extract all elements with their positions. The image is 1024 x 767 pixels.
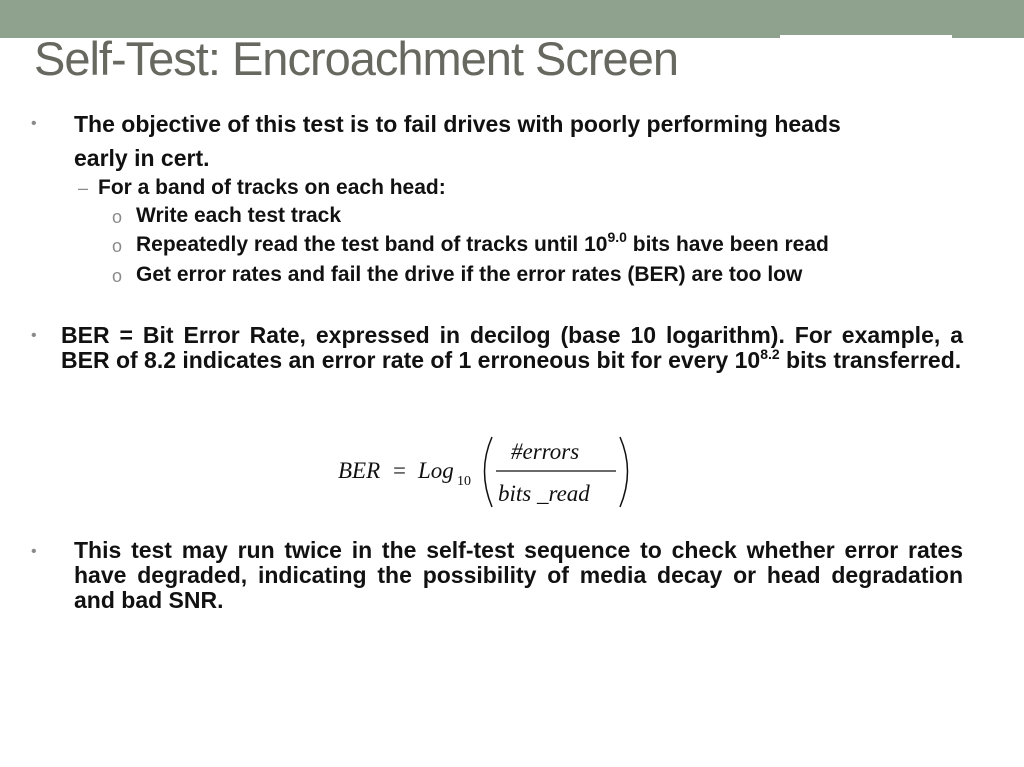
formula-log: Log (418, 458, 454, 483)
step-repeat-read-exponent: 9.0 (607, 229, 627, 245)
slide-title: Self-Test: Encroachment Screen (34, 32, 678, 85)
step-marker: o (112, 236, 123, 256)
step-marker: o (112, 207, 123, 227)
sub-item-band-of-tracks: For a band of tracks on each head: (98, 176, 446, 199)
step-marker: o (112, 266, 123, 286)
formula-denominator: bits _read (498, 481, 590, 506)
formula-numerator: #errors (511, 439, 580, 464)
formula-equals: = (393, 458, 406, 483)
step-repeat-read (136, 231, 829, 259)
ber-formula (336, 431, 636, 521)
closing-statement: This test may run twice in the self-test sequence to check whether error rates have degraded, indicating the possibility of media decay or head degradation and bad SNR. (74, 537, 963, 613)
ber-definition-text: BER = Bit Error Rate, expressed in decilog (base 10 logarithm). For example, a BER of 8.2 indicates an error rate of 1 erroneous bit for every 10 (61, 322, 963, 373)
objective-line-2: early in cert. (74, 145, 210, 171)
step-repeat-read-tail: bits have been read (626, 233, 829, 256)
formula-log-base: 10 (457, 474, 471, 489)
bullet-marker: • (31, 327, 37, 344)
title-corner-panel (780, 35, 952, 71)
sub-bullet-marker: – (78, 178, 89, 198)
step-get-error-rates: Get error rates and fail the drive if the error rates (BER) are too low (136, 263, 803, 286)
ber-definition (61, 323, 963, 373)
formula-left-paren (485, 437, 493, 507)
formula-right-paren (620, 437, 628, 507)
ber-definition-tail: bits transferred. (779, 347, 962, 373)
bullet-marker: • (31, 115, 37, 132)
bullet-marker: • (31, 543, 37, 560)
formula-ber: BER (338, 458, 381, 483)
ber-definition-exponent: 8.2 (760, 346, 780, 362)
step-write-track: Write each test track (136, 204, 342, 227)
step-repeat-read-text: Repeatedly read the test band of tracks until 10 (136, 233, 608, 256)
objective-line-1: The objective of this test is to fail drives with poorly performing heads (74, 111, 841, 137)
